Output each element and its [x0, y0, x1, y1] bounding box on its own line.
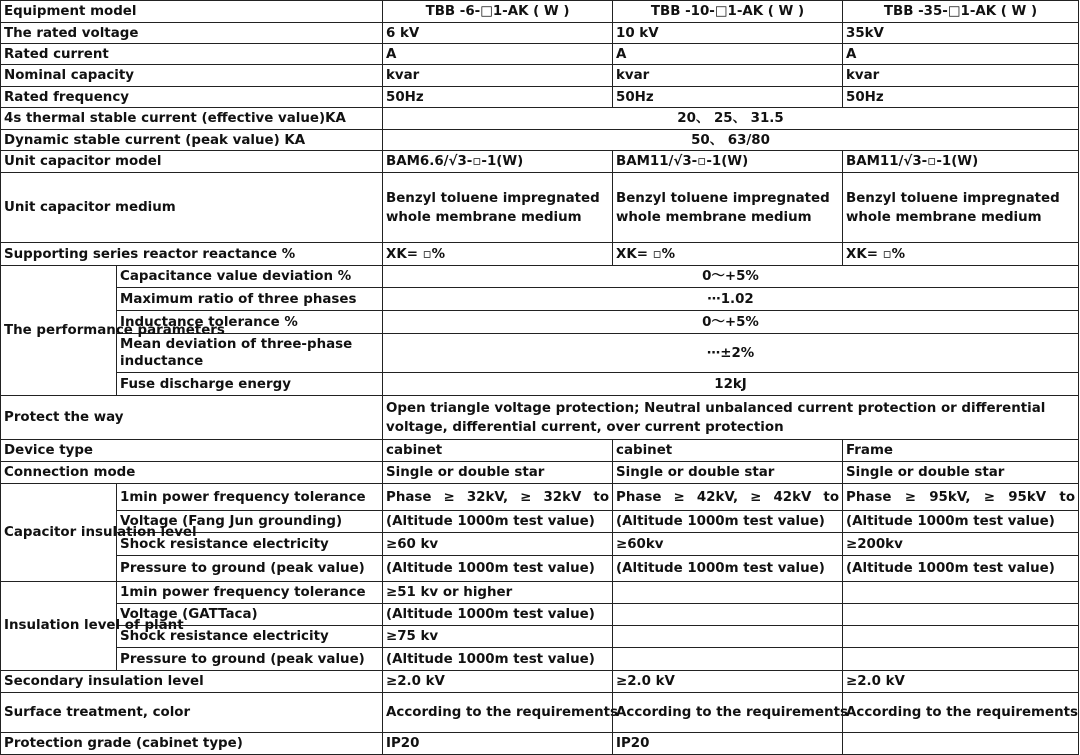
model-10kv: TBB -10-□1-AK ( W ) — [613, 1, 843, 23]
voltage-10kv: 10 kV — [613, 23, 843, 44]
row-connection — [1, 462, 1079, 484]
medium-10kv: Benzyl toluene impregnated whole membrane medium — [613, 173, 843, 243]
perf-label: Fuse discharge energy — [117, 373, 383, 396]
reactor-6kv: XK= ▫% — [383, 243, 613, 266]
row-cap-ins-3 — [1, 533, 1079, 556]
group-capacitor-insulation: Capacitor insulation level — [1, 484, 117, 582]
capacity-10kv: kvar — [613, 65, 843, 87]
unit-model-10kv: BAM11/√3-▫-1(W) — [613, 151, 843, 173]
surface-35kv: According to the requirements — [843, 693, 1079, 733]
row-voltage — [1, 23, 1079, 44]
perf-value: 0～+5% — [383, 311, 1079, 334]
unit-model-35kv: BAM11/√3-▫-1(W) — [843, 151, 1079, 173]
row-protect — [1, 396, 1079, 440]
cap-ins-label: 1min power frequency tolerance — [117, 484, 383, 511]
label-unit-model: Unit capacitor model — [1, 151, 383, 173]
cap-ins-10kv: ≥60kv — [613, 533, 843, 556]
connection-10kv: Single or double star — [613, 462, 843, 484]
row-current — [1, 44, 1079, 65]
row-plant-ins-1 — [1, 582, 1079, 604]
plant-ins-label: Voltage (GATTaca) — [117, 604, 383, 626]
device-type-6kv: cabinet — [383, 440, 613, 462]
dynamic-value: 50、 63/80 — [383, 130, 1079, 151]
label-current: Rated current — [1, 44, 383, 65]
label-connection: Connection mode — [1, 462, 383, 484]
row-cap-ins-4 — [1, 556, 1079, 582]
label-protection-grade: Protection grade (cabinet type) — [1, 733, 383, 755]
cap-ins-10kv: (Altitude 1000m test value) — [613, 556, 843, 582]
perf-label: Mean deviation of three-phase inductance — [117, 334, 383, 373]
label-dynamic: Dynamic stable current (peak value) KA — [1, 130, 383, 151]
reactor-35kv: XK= ▫% — [843, 243, 1079, 266]
plant-ins-empty — [613, 648, 843, 671]
secondary-35kv: ≥2.0 kV — [843, 671, 1079, 693]
thermal-value: 20、 25、 31.5 — [383, 108, 1079, 130]
row-protection-grade — [1, 733, 1079, 755]
row-secondary — [1, 671, 1079, 693]
medium-35kv: Benzyl toluene impregnated whole membrane medium — [843, 173, 1079, 243]
cap-ins-35kv: (Altitude 1000m test value) — [843, 556, 1079, 582]
cap-ins-10kv: Phase ≥ 42kV, ≥ 42kV to — [613, 484, 843, 511]
reactor-10kv: XK= ▫% — [613, 243, 843, 266]
row-cap-ins-2 — [1, 511, 1079, 533]
label-model: Equipment model — [1, 1, 383, 23]
secondary-10kv: ≥2.0 kV — [613, 671, 843, 693]
cap-ins-label: Voltage (Fang Jun grounding) — [117, 511, 383, 533]
perf-label: Capacitance value deviation % — [117, 266, 383, 288]
cap-ins-35kv: ≥200kv — [843, 533, 1079, 556]
plant-ins-empty — [843, 582, 1079, 604]
cap-ins-35kv: (Altitude 1000m test value) — [843, 511, 1079, 533]
current-35kv: A — [843, 44, 1079, 65]
plant-ins-value: ≥51 kv or higher — [383, 582, 613, 604]
device-type-10kv: cabinet — [613, 440, 843, 462]
medium-6kv: Benzyl toluene impregnated whole membrane medium — [383, 173, 613, 243]
cap-ins-6kv: ≥60 kv — [383, 533, 613, 556]
protect-value: Open triangle voltage protection; Neutral unbalanced current protection or differential voltage, differential current, over current protection — [383, 396, 1079, 440]
label-device-type: Device type — [1, 440, 383, 462]
row-surface — [1, 693, 1079, 733]
group-performance: The performance parameters — [1, 266, 117, 396]
cap-ins-35kv: Phase ≥ 95kV, ≥ 95kV to — [843, 484, 1079, 511]
perf-value: 0～+5% — [383, 266, 1079, 288]
row-medium — [1, 173, 1079, 243]
cap-ins-label: Pressure to ground (peak value) — [117, 556, 383, 582]
cap-ins-6kv: Phase ≥ 32kV, ≥ 32kV to — [383, 484, 613, 511]
plant-ins-label: Pressure to ground (peak value) — [117, 648, 383, 671]
row-device-type — [1, 440, 1079, 462]
connection-6kv: Single or double star — [383, 462, 613, 484]
model-35kv: TBB -35-□1-AK ( W ) — [843, 1, 1079, 23]
label-secondary: Secondary insulation level — [1, 671, 383, 693]
row-dynamic — [1, 130, 1079, 151]
surface-10kv: According to the requirements — [613, 693, 843, 733]
secondary-6kv: ≥2.0 kV — [383, 671, 613, 693]
row-frequency — [1, 87, 1079, 108]
current-10kv: A — [613, 44, 843, 65]
cap-ins-6kv: (Altitude 1000m test value) — [383, 556, 613, 582]
protection-grade-6kv: IP20 — [383, 733, 613, 755]
label-medium: Unit capacitor medium — [1, 173, 383, 243]
row-plant-ins-4 — [1, 648, 1079, 671]
row-plant-ins-3 — [1, 626, 1079, 648]
frequency-6kv: 50Hz — [383, 87, 613, 108]
cap-ins-10kv: (Altitude 1000m test value) — [613, 511, 843, 533]
perf-value: 12kJ — [383, 373, 1079, 396]
unit-model-6kv: BAM6.6/√3-▫-1(W) — [383, 151, 613, 173]
row-capacity — [1, 65, 1079, 87]
plant-ins-empty — [613, 626, 843, 648]
row-reactor — [1, 243, 1079, 266]
row-perf-5 — [1, 373, 1079, 396]
model-6kv: TBB -6-□1-AK ( W ) — [383, 1, 613, 23]
label-thermal: 4s thermal stable current (effective value)KA — [1, 108, 383, 130]
plant-ins-label: 1min power frequency tolerance — [117, 582, 383, 604]
plant-ins-empty — [613, 582, 843, 604]
label-voltage: The rated voltage — [1, 23, 383, 44]
row-perf-2 — [1, 288, 1079, 311]
perf-label: Inductance tolerance % — [117, 311, 383, 334]
label-frequency: Rated frequency — [1, 87, 383, 108]
capacity-6kv: kvar — [383, 65, 613, 87]
surface-6kv: According to the requirements — [383, 693, 613, 733]
frequency-10kv: 50Hz — [613, 87, 843, 108]
row-perf-4 — [1, 334, 1079, 373]
frequency-35kv: 50Hz — [843, 87, 1079, 108]
cap-ins-6kv: (Altitude 1000m test value) — [383, 511, 613, 533]
plant-ins-value: (Altitude 1000m test value) — [383, 604, 613, 626]
row-plant-ins-2 — [1, 604, 1079, 626]
protection-grade-35kv — [843, 733, 1079, 755]
row-perf-1 — [1, 266, 1079, 288]
row-unit-model — [1, 151, 1079, 173]
perf-value: ⋯1.02 — [383, 288, 1079, 311]
plant-ins-empty — [613, 604, 843, 626]
perf-label: Maximum ratio of three phases — [117, 288, 383, 311]
label-capacity: Nominal capacity — [1, 65, 383, 87]
voltage-35kv: 35kV — [843, 23, 1079, 44]
plant-ins-value: ≥75 kv — [383, 626, 613, 648]
label-reactor: Supporting series reactor reactance % — [1, 243, 383, 266]
device-type-35kv: Frame — [843, 440, 1079, 462]
plant-ins-value: (Altitude 1000m test value) — [383, 648, 613, 671]
capacity-35kv: kvar — [843, 65, 1079, 87]
perf-value: ⋯±2% — [383, 334, 1079, 373]
plant-ins-empty — [843, 648, 1079, 671]
group-plant-insulation: Insulation level of plant — [1, 582, 117, 671]
current-6kv: A — [383, 44, 613, 65]
connection-35kv: Single or double star — [843, 462, 1079, 484]
row-model — [1, 1, 1079, 23]
plant-ins-empty — [843, 626, 1079, 648]
voltage-6kv: 6 kV — [383, 23, 613, 44]
row-perf-3 — [1, 311, 1079, 334]
row-thermal — [1, 108, 1079, 130]
cap-ins-label: Shock resistance electricity — [117, 533, 383, 556]
plant-ins-label: Shock resistance electricity — [117, 626, 383, 648]
label-surface: Surface treatment, color — [1, 693, 383, 733]
protection-grade-10kv: IP20 — [613, 733, 843, 755]
label-protect: Protect the way — [1, 396, 383, 440]
row-cap-ins-1 — [1, 484, 1079, 511]
plant-ins-empty — [843, 604, 1079, 626]
